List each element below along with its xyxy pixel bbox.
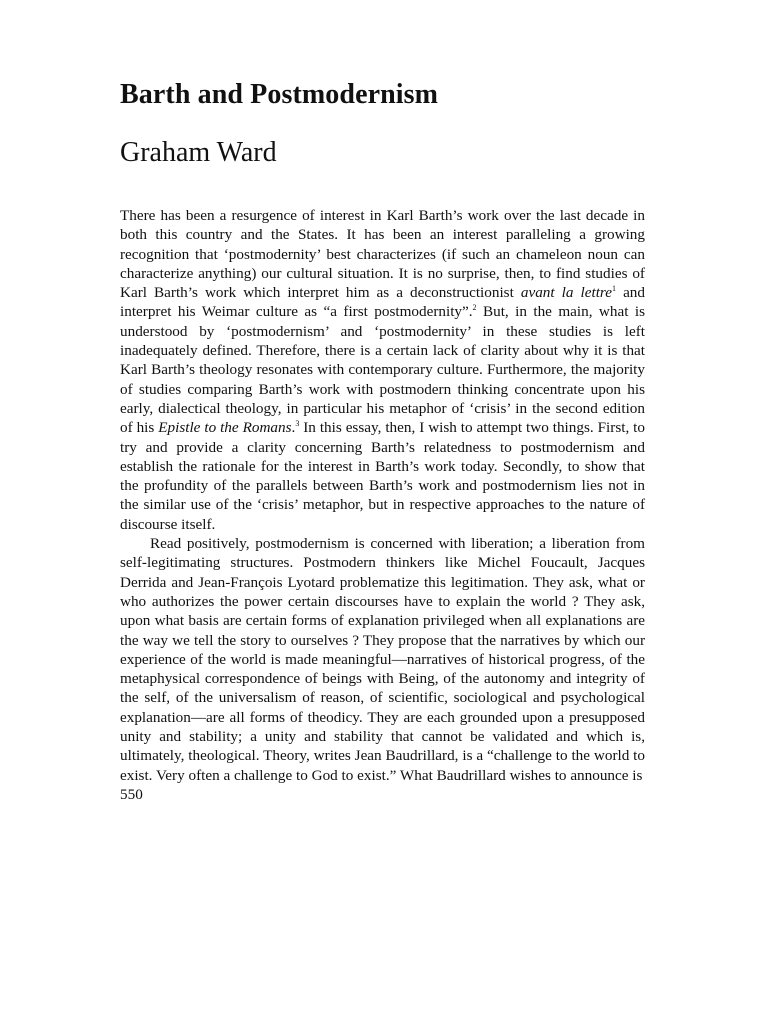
body-paragraph: [120, 206, 645, 534]
page-number: 550: [120, 785, 143, 803]
article-author: Graham Ward: [120, 137, 277, 168]
text-run: Read positively, postmodernism is concerned with liberation; a liberation from self-legitimating structures. Postmodern thinkers like Michel Foucault, Jacques Derrida and Jean-François Lyotard problematize this legitimation. They ask, what or who authorizes the power certain discourses have to explain the world ? They ask, upon what basis are certain forms of explanation privileged when all explanations are the way we tell the story to ourselves ? They propose that the narratives by which our experience of the world is made meaningful—narratives of historical progress, of the metaphysical correspondence of beings with Being, of the autonomy and integrity of the self, of the universalism of reason, of scientific, sociological and psychological explanation—are all forms of theodicy. They are each grounded upon a presupposed unity and stability; a unity and stability that cannot be validated and which is, ultimately, theological. Theory, writes Jean Baudrillard, is a “challenge to the world to exist. Very often a challenge to God to exist.” What Baudrillard wishes to announce is: [120, 535, 645, 784]
text-run: But, in the main, what is understood by ‘postmodernism’ and ‘postmodernity’ in these studies is left inadequately defined. Therefore, there is a certain lack of clarity about why it is that Karl Barth’s theology resonates with contemporary culture. Furthermore, the majority of studies comparing Barth’s work with postmodern thinking concentrate upon his early, dialectical theology, in particular his metaphor of ‘crisis’ in the second edition of his: [120, 303, 645, 437]
italic-title: Epistle to the Romans: [158, 419, 292, 437]
text-run: and interpret his Weimar culture as “a first postmodernity”.: [120, 284, 645, 321]
text-run: .: [291, 419, 296, 437]
body-paragraph: [120, 534, 645, 785]
article-title: Barth and Postmodernism: [120, 79, 439, 110]
text-run: In this essay, then, I wish to attempt two things. First, to try and provide a clarity concerning Barth’s relatedness to postmodernism and establish the rationale for the interest in Barth’s work today. Secondly, to show that the profundity of the parallels between Barth’s work and postmodernism lies not in the similar use of the ‘crisis’ metaphor, but in respective approaches to the nature of discourse itself.: [120, 419, 645, 533]
document-page: [120, 78, 645, 804]
article-body: [120, 206, 645, 785]
footnote-marker: 2: [472, 303, 477, 313]
footnote-marker: 3: [295, 419, 300, 429]
italic-title: avant la lettre: [520, 284, 613, 302]
footnote-marker: 1: [612, 284, 617, 294]
text-run: There has been a resurgence of interest in Karl Barth’s work over the last decade in both this country and the States. It has been an interest paralleling a growing recognition that ‘postmodernity’ best characterizes (if such an chameleon noun can characterize anything) our cultural situation. It is no surprise, then, to find studies of Karl Barth’s work which interpret him as a deconstructionist: [120, 207, 645, 302]
